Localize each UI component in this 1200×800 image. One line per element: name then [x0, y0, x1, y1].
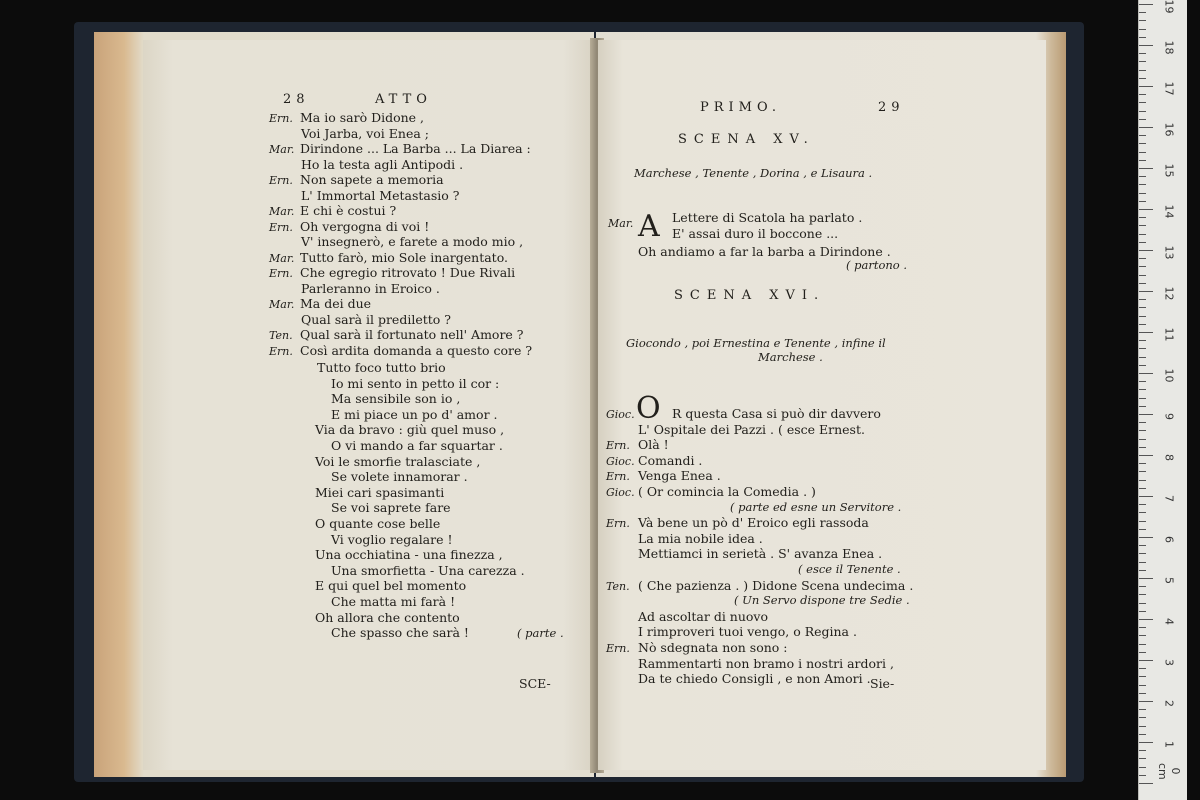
ruler-tick	[1139, 406, 1146, 407]
ruler-tick	[1139, 496, 1153, 497]
dialogue-line: Da te chiedo Consigli , e non Amori .	[638, 671, 871, 687]
speaker-label: Ern.	[269, 174, 293, 187]
ruler-number: 9	[1162, 413, 1176, 420]
dialogue-line: Non sapete a memoria	[300, 172, 444, 187]
ruler-tick	[1139, 70, 1146, 71]
scene-16-cast-1: Giocondo , poi Ernestina e Tenente , infine il	[626, 336, 886, 350]
dialogue-line: L' Immortal Metastasio ?	[301, 187, 460, 203]
dialogue-line: ( esce il Tenente .	[798, 562, 901, 576]
aria-line: Io mi sento in petto il cor :	[331, 375, 500, 391]
ruler-tick	[1139, 299, 1146, 300]
ruler-number: 12	[1162, 286, 1176, 301]
aria-line: Una occhiatina - una finezza ,	[315, 547, 503, 563]
ruler-tick	[1139, 471, 1146, 472]
aria-line: Tutto foco tutto brio	[317, 360, 446, 375]
ruler-tick	[1139, 676, 1146, 677]
ruler-tick	[1139, 365, 1146, 366]
aria-line: Se voi saprete fare	[331, 500, 451, 516]
ruler-tick	[1139, 20, 1146, 21]
scene-15-drop-capital: A	[638, 209, 660, 244]
ruler-tick	[1139, 217, 1146, 218]
ruler-tick	[1139, 78, 1146, 79]
ruler-tick	[1139, 742, 1153, 743]
ruler-tick	[1139, 562, 1146, 563]
ruler-tick	[1139, 102, 1146, 103]
ruler-tick	[1139, 275, 1146, 276]
speaker-label: Ern.	[606, 439, 630, 453]
ruler-tick	[1139, 340, 1146, 341]
ruler-number: 14	[1162, 204, 1176, 219]
ruler-tick	[1139, 775, 1146, 776]
ruler-number: 11	[1162, 327, 1176, 342]
ruler-number: 13	[1162, 245, 1176, 260]
ruler-tick	[1139, 209, 1153, 210]
aria-line: Miei cari spasimanti	[315, 484, 445, 500]
dialogue-line: Parleranno in Eroico .	[301, 280, 440, 296]
aria-line: Voi le smorfie tralasciate ,	[315, 453, 481, 469]
ruler-tick	[1139, 127, 1153, 128]
ruler-tick	[1139, 709, 1146, 710]
ruler-tick	[1139, 553, 1146, 554]
ruler-tick	[1139, 307, 1146, 308]
ruler-tick	[1139, 266, 1146, 267]
scene-15-speaker: Mar.	[608, 217, 634, 230]
dialogue-line: ( Un Servo dispone tre Sedie .	[734, 593, 910, 608]
aria-line: Oh allora che contento	[315, 609, 460, 625]
dialogue-line: I rimproveri tuoi vengo, o Regina .	[638, 624, 857, 640]
ruler-tick	[1139, 726, 1146, 727]
ruler-tick	[1139, 652, 1146, 653]
measurement-ruler	[1138, 0, 1187, 800]
speaker-label: Gioc.	[606, 408, 635, 421]
ruler-tick	[1139, 324, 1146, 325]
ruler-tick	[1139, 4, 1153, 5]
ruler-tick	[1139, 29, 1146, 30]
speaker-label: Ern.	[606, 642, 630, 655]
ruler-tick	[1139, 152, 1146, 153]
speaker-label: Gioc.	[606, 486, 635, 499]
dialogue-line: Comandi .	[638, 452, 703, 468]
aria-line: O quante cose belle	[315, 516, 441, 531]
ruler-tick	[1139, 447, 1146, 448]
ruler-tick	[1139, 389, 1146, 390]
aria-line: Che matta mi farà !	[331, 594, 456, 609]
dialogue-line: Così ardita domanda a questo core ?	[300, 342, 533, 358]
ruler-tick	[1139, 94, 1146, 95]
dialogue-line: Ad ascoltar di nuovo	[638, 608, 769, 624]
ruler-number: 8	[1162, 454, 1176, 461]
scene-15-exit: ( partono .	[846, 258, 908, 272]
scene-15-title: SCENA XV.	[678, 132, 815, 147]
speaker-label: Ern.	[269, 112, 293, 125]
ruler-tick	[1139, 373, 1153, 374]
aria-line: Vi voglio regalare !	[331, 531, 453, 547]
ruler-tick	[1139, 184, 1146, 185]
dialogue-line: L' Ospitale dei Pazzi . ( esce Ernest.	[638, 421, 865, 437]
ruler-tick	[1139, 234, 1146, 235]
right-page	[598, 40, 1046, 770]
exit-direction: ( parte .	[517, 626, 564, 640]
ruler-tick	[1139, 488, 1146, 489]
ruler-tick	[1139, 685, 1146, 686]
ruler-tick	[1139, 283, 1146, 284]
ruler-number: 2	[1162, 700, 1176, 707]
dialogue-line: La mia nobile idea .	[638, 530, 763, 546]
ruler-tick	[1139, 430, 1146, 431]
ruler-tick	[1139, 529, 1146, 530]
ruler-tick	[1139, 119, 1146, 120]
catchword: Sie-	[870, 676, 895, 691]
ruler-tick	[1139, 143, 1146, 144]
dialogue-line: ( Or comincia la Comedia . )	[638, 484, 816, 499]
dialogue-line: ( parte ed esne un Servitore .	[730, 499, 902, 514]
aria-line: Che spasso che sarà !	[331, 625, 469, 641]
ruler-tick	[1139, 176, 1146, 177]
ruler-tick	[1139, 586, 1146, 587]
ruler-tick	[1139, 537, 1153, 538]
ruler-tick	[1139, 111, 1146, 112]
dialogue-line: Venga Enea .	[638, 468, 721, 484]
ruler-number: 17	[1162, 81, 1176, 96]
dialogue-line: Qual sarà il prediletto ?	[301, 311, 451, 327]
dialogue-line: R questa Casa si può dir davvero	[672, 406, 881, 421]
ruler-tick	[1139, 332, 1153, 333]
speaker-label: Mar.	[269, 251, 295, 265]
ruler-tick	[1139, 603, 1146, 604]
ruler-tick	[1139, 635, 1146, 636]
ruler-number: 7	[1162, 495, 1176, 502]
ruler-tick	[1139, 668, 1146, 669]
scene-15-line-2: E' assai duro il boccone ...	[672, 226, 839, 241]
ruler-number: 15	[1162, 163, 1176, 178]
ruler-tick	[1139, 37, 1146, 38]
ruler-tick	[1139, 578, 1153, 579]
dialogue-line: Voi Jarba, voi Enea ;	[301, 125, 429, 141]
ruler-tick	[1139, 504, 1146, 505]
dialogue-line: Mettiamci in serietà . S' avanza Enea .	[638, 546, 883, 562]
speaker-label: Ern.	[269, 344, 293, 358]
ruler-tick	[1139, 627, 1146, 628]
dialogue-line: V' insegnerò, e farete a modo mio ,	[301, 234, 524, 249]
ruler-tick	[1139, 414, 1153, 415]
page-number-left: 28	[283, 92, 310, 107]
ruler-tick	[1139, 357, 1146, 358]
ruler-tick	[1139, 660, 1153, 661]
speaker-label: Mar.	[269, 143, 295, 156]
ruler-tick	[1139, 734, 1146, 735]
dialogue-line: E chi è costui ?	[300, 203, 397, 218]
dialogue-line: Oh vergogna di voi !	[300, 218, 430, 234]
ruler-number: 1	[1162, 741, 1176, 748]
ruler-number: 18	[1162, 40, 1176, 55]
ruler-tick	[1139, 701, 1153, 702]
ruler-number: 0 cm	[1156, 763, 1182, 780]
dialogue-line: Ma dei due	[300, 296, 372, 311]
dialogue-line: Ma io sarò Didone ,	[300, 110, 425, 125]
ruler-tick	[1139, 545, 1146, 546]
ruler-tick	[1139, 594, 1146, 595]
ruler-tick	[1139, 619, 1153, 620]
scene-15-line-1: Lettere di Scatola ha parlato .	[672, 210, 863, 225]
speaker-label: Gioc.	[606, 454, 635, 468]
ruler-tick	[1139, 250, 1153, 251]
ruler-tick	[1139, 783, 1153, 784]
dialogue-line: Nò sdegnata non sono :	[638, 640, 788, 655]
aria-line: Se volete innamorar .	[331, 469, 468, 485]
ruler-number: 3	[1162, 659, 1176, 666]
ruler-tick	[1139, 193, 1146, 194]
dialogue-line: Dirindone ... La Barba ... La Diarea :	[300, 141, 531, 156]
aria-line: Una smorfietta - Una carezza .	[331, 562, 525, 578]
scene-15-line-3: Oh andiamo a far la barba a Dirindone .	[638, 244, 891, 259]
ruler-number: 10	[1162, 368, 1176, 383]
ruler-tick	[1139, 86, 1153, 87]
ruler-tick	[1139, 455, 1153, 456]
ruler-tick	[1139, 480, 1146, 481]
scene-16-title: SCENA XVI.	[674, 288, 826, 303]
running-head-left: ATTO	[375, 92, 432, 107]
aria-line: O vi mando a far squartar .	[331, 438, 503, 453]
dialogue-line: Qual sarà il fortunato nell' Amore ?	[300, 327, 524, 342]
ruler-tick	[1139, 398, 1146, 399]
speaker-label: Mar.	[269, 205, 295, 218]
ruler-tick	[1139, 258, 1146, 259]
ruler-tick	[1139, 521, 1146, 522]
aria-line: Via da bravo : giù quel muso ,	[315, 422, 505, 438]
ruler-number: 5	[1162, 577, 1176, 584]
dialogue-line: Ho la testa agli Antipodi .	[301, 156, 464, 172]
ruler-tick	[1139, 570, 1146, 571]
ruler-tick	[1139, 693, 1146, 694]
aria-line: Ma sensibile son io ,	[331, 391, 461, 407]
speaker-label: Ern.	[606, 517, 630, 531]
ruler-tick	[1139, 225, 1146, 226]
aria-line: E qui quel bel momento	[315, 578, 467, 594]
ruler-tick	[1139, 422, 1146, 423]
dialogue-line: Tutto farò, mio Sole inargentato.	[300, 249, 508, 265]
ruler-tick	[1139, 12, 1146, 13]
catchword: SCE-	[519, 676, 551, 691]
dialogue-line: Và bene un pò d' Eroico egli rassoda	[638, 515, 869, 531]
ruler-tick	[1139, 463, 1146, 464]
ruler-tick	[1139, 160, 1146, 161]
dialogue-line: ( Che pazienza . ) Didone Scena undecima .	[638, 577, 914, 593]
ruler-tick	[1139, 61, 1146, 62]
ruler-number: 16	[1162, 122, 1176, 137]
speaker-label: Mar.	[269, 298, 295, 311]
dialogue-line: Che egregio ritrovato ! Due Rivali	[300, 265, 516, 280]
page-number-right: 29	[878, 100, 905, 115]
dialogue-line: Olà !	[638, 437, 669, 453]
ruler-tick	[1139, 45, 1153, 46]
dialogue-line: Rammentarti non bramo i nostri ardori ,	[638, 655, 894, 671]
ruler-tick	[1139, 242, 1146, 243]
ruler-number: 19	[1162, 0, 1176, 14]
ruler-tick	[1139, 644, 1146, 645]
speaker-label: Ern.	[269, 220, 293, 234]
ruler-tick	[1139, 758, 1146, 759]
speaker-label: Ten.	[269, 329, 293, 342]
ruler-tick	[1139, 168, 1153, 169]
aria-line: E mi piace un po d' amor .	[331, 406, 498, 422]
ruler-number: 4	[1162, 618, 1176, 625]
speaker-label: Ern.	[269, 267, 293, 280]
ruler-tick	[1139, 135, 1146, 136]
left-page	[143, 40, 595, 770]
ruler-number: 6	[1162, 536, 1176, 543]
speaker-label: Ten.	[606, 579, 630, 593]
ruler-tick	[1139, 717, 1146, 718]
scene-16-cast-2: Marchese .	[758, 350, 823, 364]
ruler-tick	[1139, 381, 1146, 382]
scene-16-drop-capital: O	[636, 391, 661, 426]
scene-15-cast: Marchese , Tenente , Dorina , e Lisaura .	[634, 166, 873, 180]
ruler-tick	[1139, 348, 1146, 349]
running-head-right: PRIMO.	[700, 100, 782, 115]
ruler-tick	[1139, 750, 1146, 751]
ruler-tick	[1139, 439, 1146, 440]
ruler-tick	[1139, 512, 1146, 513]
ruler-tick	[1139, 767, 1146, 768]
ruler-tick	[1139, 316, 1146, 317]
speaker-label: Ern.	[606, 470, 630, 484]
ruler-tick	[1139, 53, 1146, 54]
ruler-tick	[1139, 291, 1153, 292]
ruler-tick	[1139, 201, 1146, 202]
ruler-tick	[1139, 611, 1146, 612]
